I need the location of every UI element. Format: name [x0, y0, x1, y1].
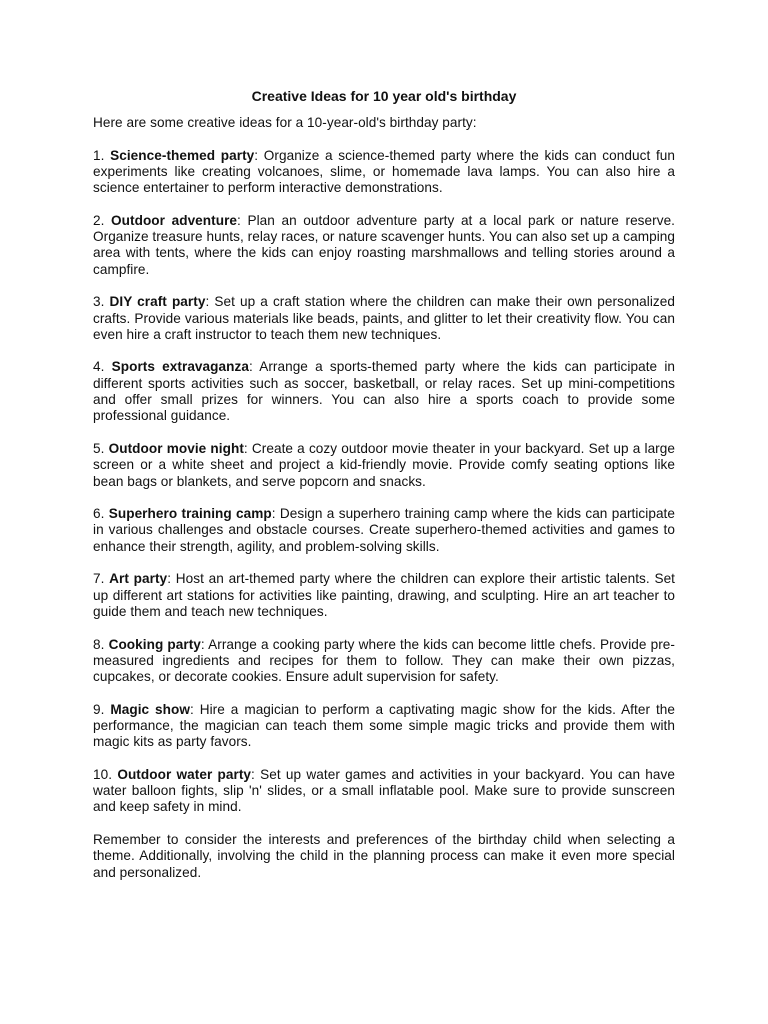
idea-number: 9. — [93, 701, 105, 717]
idea-item-9 — [93, 702, 675, 751]
idea-name: Sports extravaganza — [111, 359, 249, 375]
closing-paragraph: Remember to consider the interests and preferences of the birthday child when selecting a theme. Additionally, involving the child in the planning process can make it even more special and personalized. — [93, 832, 675, 880]
idea-description: : Plan an outdoor adventure party at a local park or nature reserve. Organize treasure hunts, relay races, or nature scavenger hunts. You can also set up a camping area with tents, where the kids can enjoy roasting marshmallows and telling stories around a campfire. — [93, 212, 676, 277]
idea-item-7 — [93, 571, 675, 620]
idea-number: 2. — [93, 212, 105, 228]
document-page — [93, 86, 675, 897]
idea-name: Science-themed party — [110, 147, 255, 163]
idea-name: Outdoor movie night — [108, 440, 244, 456]
idea-name: Superhero training camp — [108, 506, 272, 522]
idea-description: : Hire a magician to perform a captivating magic show for the kids. After the performance, the magician can teach them some simple magic tricks and provide them with magic kits as party favors. — [93, 701, 675, 750]
idea-item-3 — [93, 294, 675, 343]
idea-description: : Set up a craft station where the children can make their own personalized crafts. Provide various materials like beads, paints, and glitter to let their creativity flow. You can even hire a craft instructor to teach them new techniques. — [93, 294, 675, 342]
idea-number: 1. — [93, 147, 105, 163]
idea-number: 10. — [93, 766, 113, 782]
idea-item-4 — [93, 359, 675, 424]
idea-number: 4. — [93, 359, 105, 375]
idea-item-6 — [93, 506, 675, 555]
idea-name: Outdoor adventure — [111, 212, 238, 228]
idea-item-10 — [93, 767, 675, 816]
idea-name: Magic show — [110, 701, 190, 717]
idea-item-2 — [93, 213, 675, 278]
idea-number: 3. — [93, 294, 105, 310]
idea-description: : Create a cozy outdoor movie theater in your backyard. Set up a large screen or a white sheet and project a kid-friendly movie. Provide comfy seating options like bean bags or blankets, and serve popcorn and snacks. — [93, 440, 675, 489]
idea-description: : Arrange a cooking party where the kids can become little chefs. Provide pre-measured ingredients and recipes for them to follow. They can make their own pizzas, cupcakes, or decorate cookies. Ensure adult supervision for safety. — [93, 636, 675, 685]
idea-number: 5. — [93, 440, 105, 456]
idea-item-5 — [93, 441, 675, 490]
idea-description: : Host an art-themed party where the children can explore their artistic talents. Set up different art stations for activities like painting, drawing, and sculpting. Hire an art teacher to guide them and teach new techniques. — [93, 571, 676, 619]
idea-name: Cooking party — [108, 636, 201, 652]
idea-item-8 — [93, 637, 675, 686]
idea-description: : Arrange a sports-themed party where the kids can participate in different sports activities such as soccer, basketball, or relay races. Set up mini-competitions and offer small prizes for winners. You can also hire a sports coach to provide some professional guidance. — [93, 359, 676, 424]
idea-description: : Organize a science-themed party where the kids can conduct fun experiments like creating volcanoes, slime, or homemade lava lamps. You can also hire a science entertainer to perform interactive demonstrations. — [93, 147, 675, 196]
idea-number: 7. — [93, 571, 105, 587]
idea-name: Art party — [109, 571, 168, 587]
idea-name: DIY craft party — [109, 294, 206, 310]
idea-item-1 — [93, 148, 675, 197]
idea-number: 8. — [93, 636, 105, 652]
document-title: Creative Ideas for 10 year old's birthday — [251, 88, 517, 104]
idea-name: Outdoor water party — [117, 766, 252, 782]
intro-paragraph: Here are some creative ideas for a 10-year-old's birthday party: — [93, 115, 477, 130]
idea-description: : Set up water games and activities in your backyard. You can have water balloon fights, slip 'n' slides, or a small inflatable pool. Make sure to provide sunscreen and keep safety in mind. — [93, 766, 675, 815]
idea-number: 6. — [93, 506, 105, 522]
idea-description: : Design a superhero training camp where the kids can participate in various challenges and obstacle courses. Create superhero-themed activities and games to enhance their strength, agility, and problem-solving skills. — [93, 506, 675, 554]
